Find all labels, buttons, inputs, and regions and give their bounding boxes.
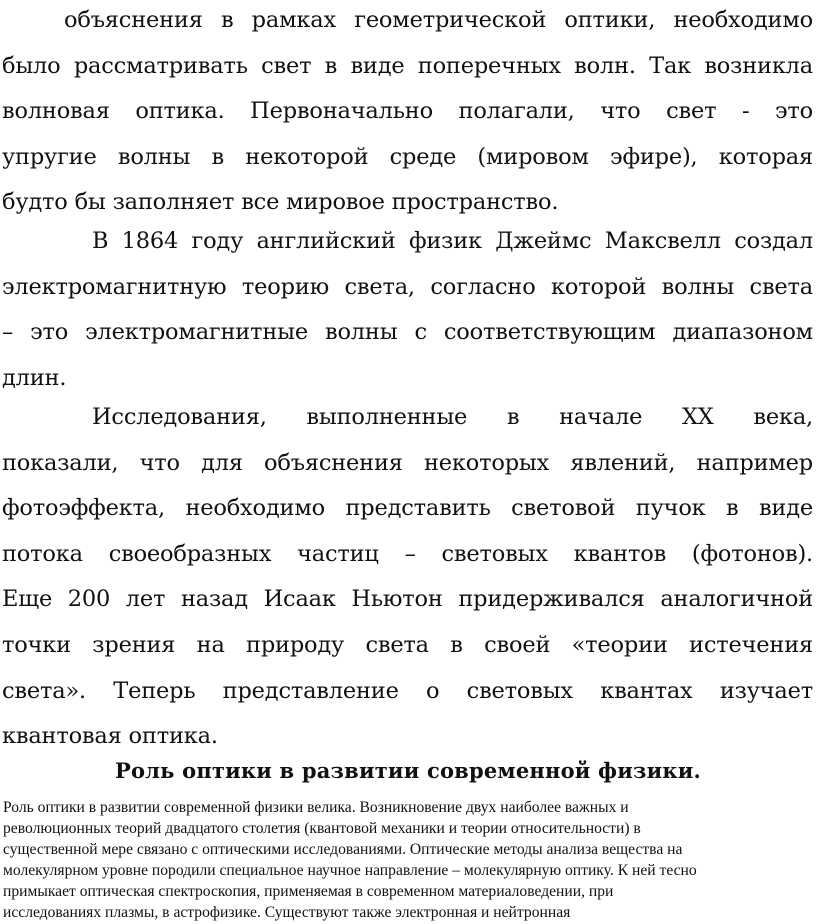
paragraph-quantum-optics [2, 395, 813, 760]
text-line: квантовая оптика. [2, 723, 218, 750]
text-line: Исследования, выполненные в начале XX века, [92, 404, 813, 430]
text-line: примыкает оптическая спектроскопия, применяемая в современном материаловедении, при [3, 883, 614, 900]
text-line: было рассматривать свет в виде поперечных волн. Так возникла [2, 52, 813, 79]
text-line: Еще 200 лет назад Исаак Ньютон придерживался аналогичной [2, 586, 813, 613]
text-line: длин. [2, 364, 67, 391]
paragraph-wave-optics [2, 0, 813, 226]
paragraph-maxwell [2, 219, 813, 401]
text-line: точки зрения на природу света в своей «теории истечения [2, 631, 813, 658]
text-line: фотоэффекта, необходимо представить световой пучок в виде [2, 495, 813, 522]
text-line: Роль оптики в развитии современной физики велика. Возникновение двух наиболее важных и [3, 799, 629, 816]
text-line: существенной мере связано с оптическими исследованиями. Оптические методы анализа вещества на [3, 841, 683, 858]
text-line: молекулярном уровне породили специальное научное направление – молекулярную оптику. К ней тесно [3, 862, 697, 879]
text-line: будто бы заполняет все мировое пространство. [2, 189, 559, 216]
text-line: революционных теорий двадцатого столетия (квантовой механики и теории относительности) в [3, 820, 641, 837]
paragraph-role-of-optics [3, 797, 803, 923]
section-heading: Роль оптики в развитии современной физики. [114, 758, 702, 783]
text-line: показали, что для объяснения некоторых явлений, например [2, 449, 813, 476]
text-line: упругие волны в некоторой среде (мировом эфире), которая [2, 143, 813, 170]
text-line: объяснения в рамках геометрической оптики, необходимо [64, 7, 813, 33]
text-line: потока своеобразных частиц – световых квантов (фотонов). [2, 540, 813, 567]
text-line: света». Теперь представление о световых квантах изучает [2, 677, 813, 704]
text-line: исследованиях плазмы, в астрофизике. Существуют также электронная и нейтронная [3, 904, 571, 921]
text-line: В 1864 году английский физик Джеймс Максвелл создал [92, 228, 813, 254]
text-line: электромагнитную теорию света, согласно которой волны света [2, 273, 813, 300]
text-line: волновая оптика. Первоначально полагали, что свет - это [2, 98, 813, 125]
text-line: – это электромагнитные волны с соответствующим диапазоном [2, 319, 813, 346]
